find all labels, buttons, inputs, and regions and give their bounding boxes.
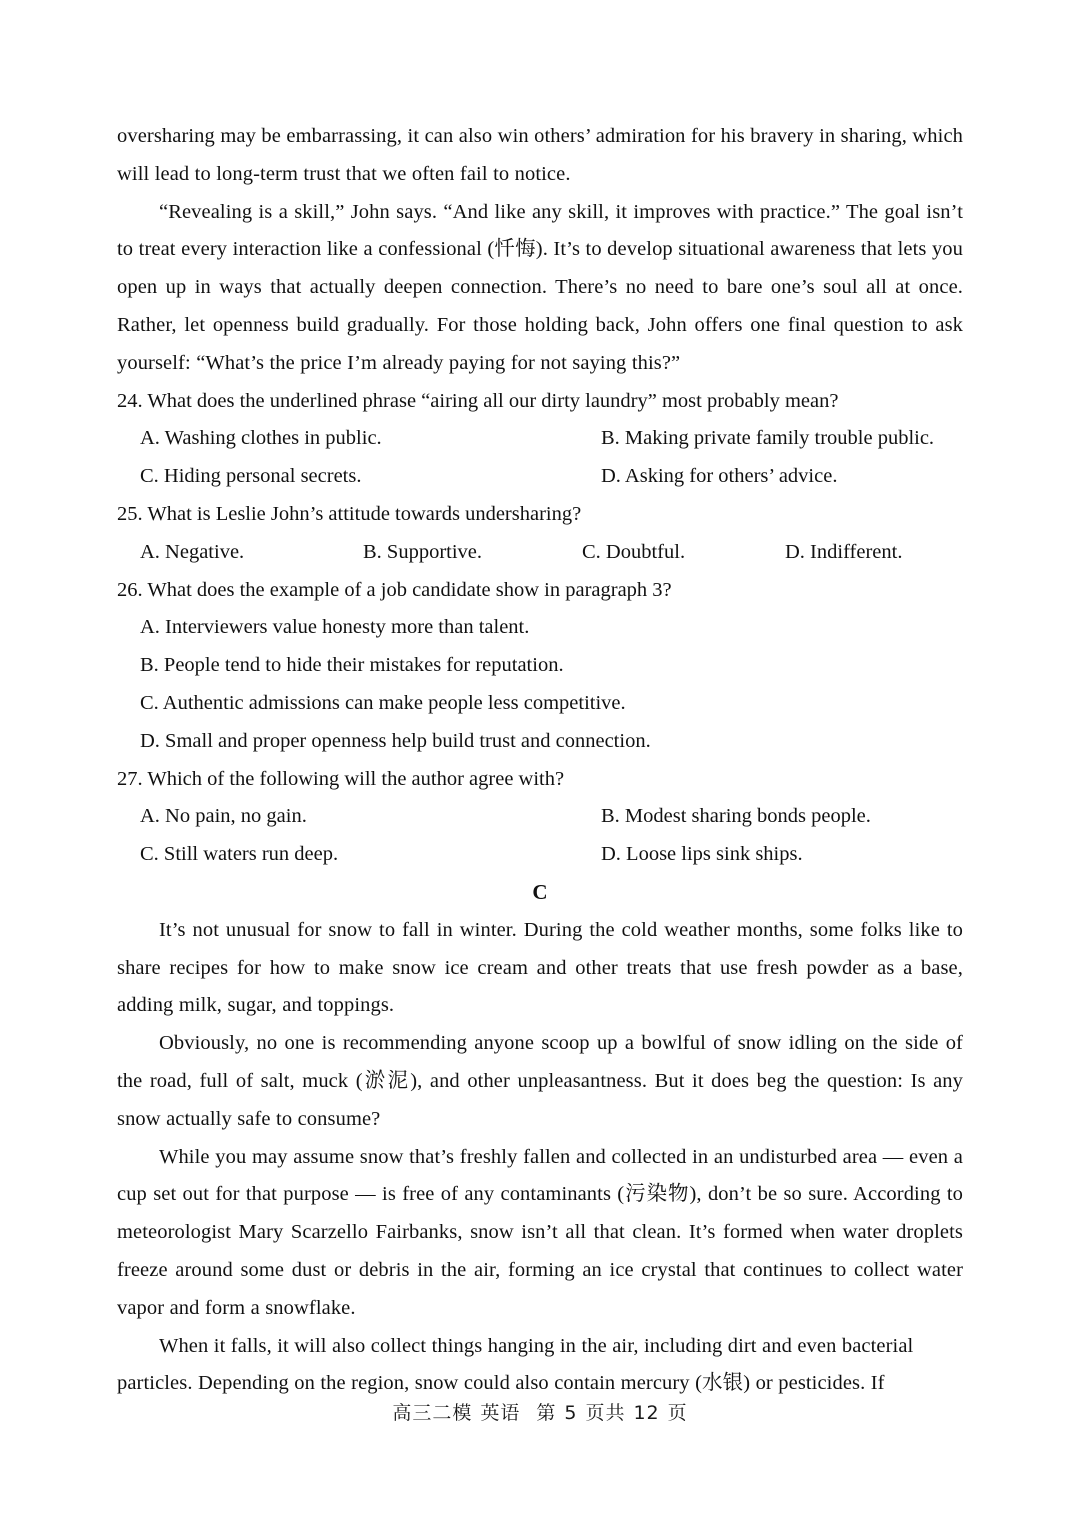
footer-page-word: 第 bbox=[536, 1402, 557, 1424]
question-25-option-a[interactable]: A. Negative. bbox=[140, 540, 245, 563]
question-24-stem: 24. What does the underlined phrase “airing all our dirty laundry” most probably mean? bbox=[117, 389, 839, 412]
passage-b-paragraph-2: “Revealing is a skill,” John says. “And like any skill, it improves with practice.” The goal isn’t to treat every interaction like a confessional (忏悔). It’s to develop situational awareness that lets you open up in ways that actually deepen connection. There’s no need to bare one’s soul all at once. Rather, let openness build gradually. For those holding back, John offers one final question to ask yourself: “What’s the price I’m already paying for not saying this?” bbox=[117, 200, 963, 374]
passage-c-letter: C bbox=[532, 879, 548, 904]
passage-c-paragraph-3: While you may assume snow that’s freshly fallen and collected in an undisturbed area — even a cup set out for that purpose — is free of any contaminants (污染物), don’t be so sure. According to meteorologist Mary Scarzello Fairbanks, snow isn’t all that clean. It’s formed when water droplets freeze around some dust or debris in the air, forming an ice crystal that continues to collect water vapor and form a snowflake. bbox=[117, 1145, 963, 1319]
footer-total-pages: 12 bbox=[633, 1402, 660, 1424]
footer-page-number: 5 bbox=[564, 1402, 578, 1424]
question-25-option-b[interactable]: B. Supportive. bbox=[363, 540, 483, 563]
question-24-option-a[interactable]: A. Washing clothes in public. bbox=[140, 427, 382, 450]
question-24-option-d[interactable]: D. Asking for others’ advice. bbox=[601, 465, 838, 488]
question-27-option-c[interactable]: C. Still waters run deep. bbox=[140, 843, 339, 866]
question-26-options-row-2 bbox=[117, 647, 963, 685]
question-27-options-row-2 bbox=[117, 836, 963, 874]
question-25-options-row-1 bbox=[117, 534, 963, 572]
question-27-option-b[interactable]: B. Modest sharing bonds people. bbox=[601, 805, 871, 828]
question-25-option-d[interactable]: D. Indifferent. bbox=[785, 540, 903, 563]
footer-of-word: 页共 bbox=[585, 1402, 626, 1424]
question-27-option-d[interactable]: D. Loose lips sink ships. bbox=[601, 843, 803, 866]
footer-page-unit: 页 bbox=[667, 1402, 688, 1424]
question-25-stem: 25. What is Leslie John’s attitude towards undersharing? bbox=[117, 502, 582, 525]
passage-b-paragraph-1: oversharing may be embarrassing, it can also win others’ admiration for his bravery in sharing, which will lead to long-term trust that we often fail to notice. bbox=[117, 125, 963, 185]
page-content bbox=[117, 118, 963, 1403]
question-26-option-a[interactable]: A. Interviewers value honesty more than talent. bbox=[140, 616, 530, 639]
question-26-stem: 26. What does the example of a job candidate show in paragraph 3? bbox=[117, 578, 672, 601]
question-24-options-row-1 bbox=[117, 420, 963, 458]
footer-exam-name: 高三二模 bbox=[392, 1402, 473, 1424]
question-24-option-c[interactable]: C. Hiding personal secrets. bbox=[140, 465, 362, 488]
question-25-option-c[interactable]: C. Doubtful. bbox=[582, 540, 686, 563]
question-24-option-b[interactable]: B. Making private family trouble public. bbox=[601, 427, 935, 450]
passage-c-paragraph-1: It’s not unusual for snow to fall in winter. During the cold weather months, some folks like to share recipes for how to make snow ice cream and other treats that use fresh powder as a base, adding milk, sugar, and toppings. bbox=[117, 918, 963, 1017]
question-26-option-c[interactable]: C. Authentic admissions can make people less competitive. bbox=[140, 691, 626, 714]
question-26-option-d[interactable]: D. Small and proper openness help build trust and connection. bbox=[140, 729, 651, 752]
page-footer bbox=[0, 1398, 1080, 1425]
question-27-stem: 27. Which of the following will the author agree with? bbox=[117, 767, 565, 790]
passage-c-paragraph-2: Obviously, no one is recommending anyone scoop up a bowlful of snow idling on the side of the road, full of salt, muck (淤泥), and other unpleasantness. But it does beg the question: Is any snow actually safe to consume? bbox=[117, 1032, 963, 1130]
question-26-options-row-3 bbox=[117, 685, 963, 723]
footer-subject: 英语 bbox=[480, 1402, 521, 1424]
question-26-options-row-1 bbox=[117, 609, 963, 647]
question-27-options-row-1 bbox=[117, 798, 963, 836]
question-26-option-b[interactable]: B. People tend to hide their mistakes for reputation. bbox=[140, 654, 564, 677]
question-27-option-a[interactable]: A. No pain, no gain. bbox=[140, 805, 307, 828]
question-24-options-row-2 bbox=[117, 458, 963, 496]
passage-c-paragraph-4: When it falls, it will also collect things hanging in the air, including dirt and even bacterial particles. Depending on the region, snow could also contain mercury (水银) or pesticides. If bbox=[117, 1334, 914, 1395]
question-26-options-row-4 bbox=[117, 723, 963, 761]
